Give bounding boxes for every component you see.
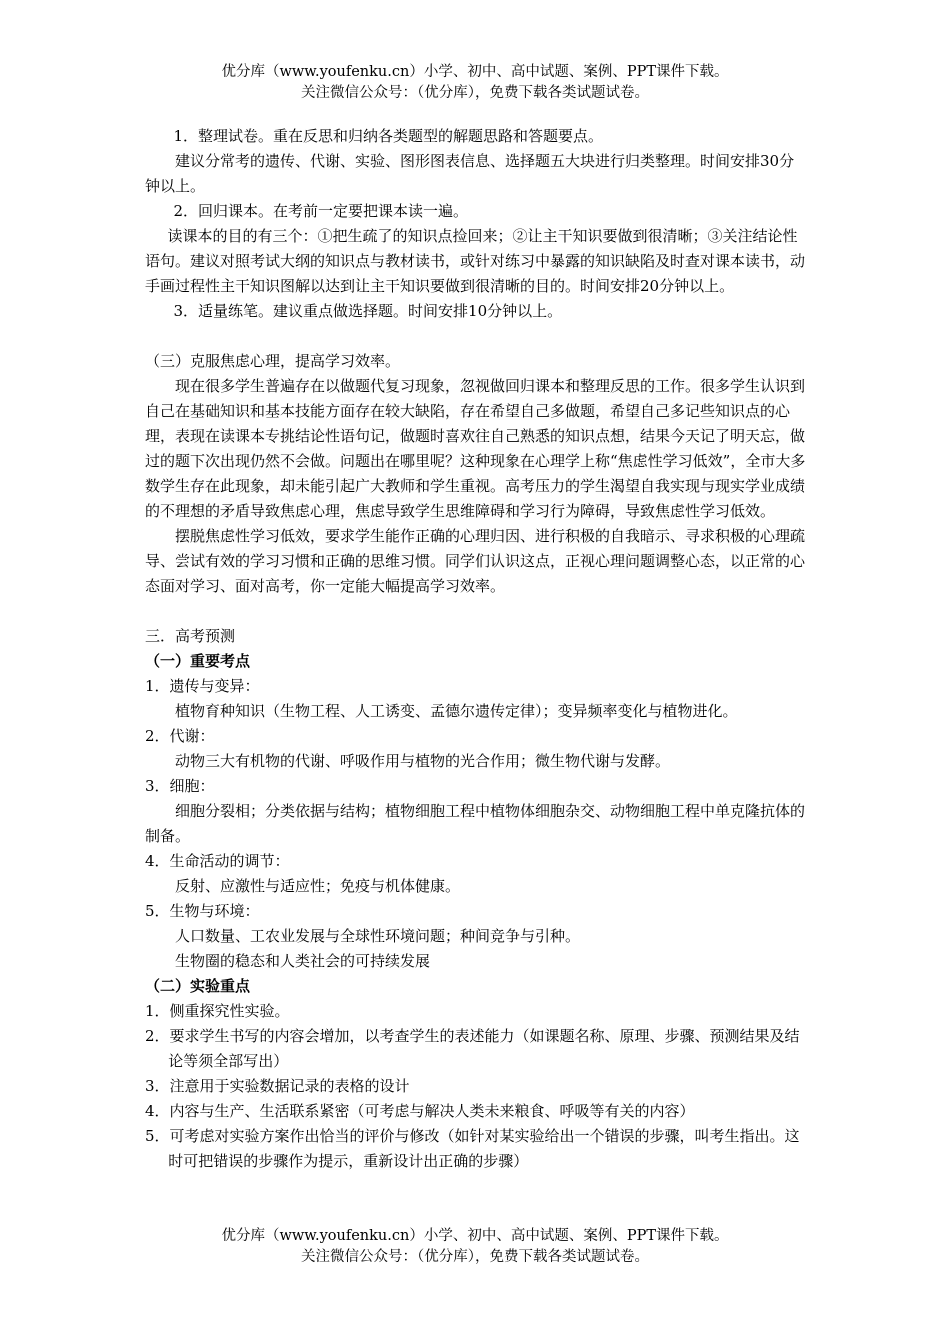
subsection-heading: （二）实验重点 — [145, 977, 251, 995]
list-item: 5．生物与环境： — [145, 902, 260, 920]
document-body — [145, 124, 809, 1174]
subsection-heading: （一）重要考点 — [145, 652, 251, 670]
list-item: 2．要求学生书写的内容会增加，以考查学生的表述能力（如课题名称、原理、步骤、预测结果及结论等须全部写出） — [145, 1027, 800, 1070]
paragraph: 3．适量练笔。建议重点做选择题。时间安排10分钟以上。 — [173, 302, 563, 320]
list-item-detail: 人口数量、工农业发展与全球性环境问题；种间竞争与引种。 — [175, 927, 581, 945]
list-item-detail: 反射、应激性与适应性；免疫与机体健康。 — [175, 877, 461, 895]
part-heading: 三．高考预测 — [145, 627, 236, 645]
footer-line-1: 优分库（www.youfenku.cn）小学、初中、高中试题、案例、PPT课件下载。 — [221, 1228, 729, 1244]
list-item-detail: 动物三大有机物的代谢、呼吸作用与植物的光合作用；微生物代谢与发酵。 — [175, 752, 671, 770]
list-item: 3．细胞： — [145, 777, 215, 795]
list-item: 4．生命活动的调节： — [145, 852, 290, 870]
paragraph: 2．回归课本。在考前一定要把课本读一遍。 — [173, 202, 469, 220]
list-item-detail: 植物育种知识（生物工程、人工诱变、孟德尔遗传定律）；变异频率变化与植物进化。 — [175, 702, 738, 720]
paragraph: 1．整理试卷。重在反思和归纳各类题型的解题思路和答题要点。 — [173, 127, 604, 145]
list-item: 1．侧重探究性实验。 — [145, 1002, 290, 1020]
list-item: 5．可考虑对实验方案作出恰当的评价与修改（如针对某实验给出一个错误的步骤，叫考生指出。这时可把错误的步骤作为提示，重新设计出正确的步骤） — [145, 1127, 800, 1170]
list-item-detail: 细胞分裂相；分类依据与结构；植物细胞工程中植物体细胞杂交、动物细胞工程中单克隆抗体的制备。 — [145, 802, 806, 845]
paragraph: 现在很多学生普遍存在以做题代复习现象，忽视做回归课本和整理反思的工作。很多学生认识到自己在基础知识和基本技能方面存在较大缺陷，存在希望自己多做题，希望自己多记些知识点的心理，表现在读课本专挑结论性语句记，做题时喜欢往自己熟悉的知识点想，结果今天记了明天忘，做过的题下次出现仍然不会做。问题出在哪里呢？这种现象在心理学上称“焦虑性学习低效”，全市大多数学生存在此现象，却未能引起广大教师和学生重视。高考压力的学生渴望自我实现与现实学业成绩的不理想的矛盾导致焦虑心理，焦虑导致学生思维障碍和学习行为障碍，导致焦虑性学习低效。 — [145, 377, 806, 520]
list-item: 3．注意用于实验数据记录的表格的设计 — [145, 1077, 410, 1095]
list-item: 2．代谢： — [145, 727, 215, 745]
page-header — [0, 62, 950, 104]
spacer — [145, 324, 809, 349]
paragraph: 摆脱焦虑性学习低效，要求学生能作正确的心理归因、进行积极的自我暗示、寻求积极的心理疏导、尝试有效的学习习惯和正确的思维习惯。同学们认识这点，正视心理问题调整心态，以正常的心态面对学习、面对高考，你一定能大幅提高学习效率。 — [145, 527, 806, 595]
paragraph: 读课本的目的有三个：①把生疏了的知识点捡回来；②让主干知识要做到很清晰；③关注结论性语句。建议对照考试大纲的知识点与教材读书，或针对练习中暴露的知识缺陷及时查对课本读书，动手画过程性主干知识图解以达到让主干知识要做到很清晰的目的。时间安排20分钟以上。 — [145, 227, 806, 295]
header-line-1: 优分库（www.youfenku.cn）小学、初中、高中试题、案例、PPT课件下载。 — [221, 64, 729, 80]
paragraph: 建议分常考的遗传、代谢、实验、图形图表信息、选择题五大块进行归类整理。时间安排30分钟以上。 — [145, 152, 795, 195]
list-item-detail: 生物圈的稳态和人类社会的可持续发展 — [175, 952, 431, 970]
list-item: 1．遗传与变异： — [145, 677, 260, 695]
header-line-2: 关注微信公众号：（优分库），免费下载各类试题试卷。 — [301, 85, 649, 101]
spacer — [145, 599, 809, 624]
footer-line-2: 关注微信公众号：（优分库），免费下载各类试题试卷。 — [301, 1249, 649, 1265]
section-heading: （三）克服焦虑心理，提高学习效率。 — [145, 352, 401, 370]
list-item: 4．内容与生产、生活联系紧密（可考虑与解决人类未来粮食、呼吸等有关的内容） — [145, 1102, 695, 1120]
page-footer — [0, 1226, 950, 1268]
